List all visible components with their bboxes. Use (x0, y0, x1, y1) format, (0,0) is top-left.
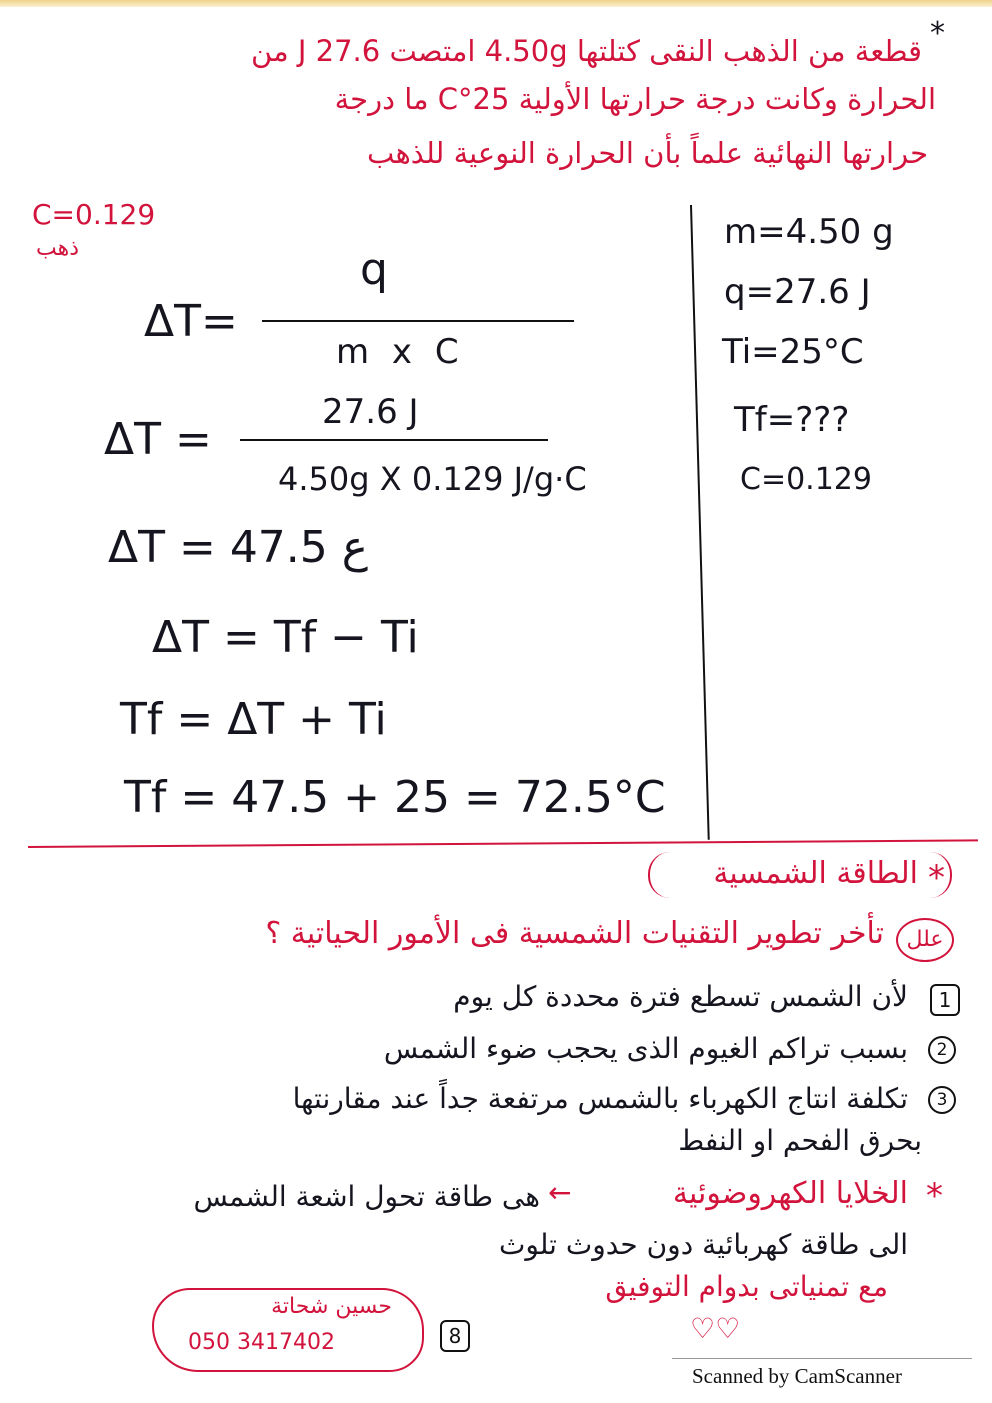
given-specific-heat: C=0.129 (740, 462, 872, 497)
question-line-1: قطعة من الذهب النقى كتلتها 4.50g امتصت 27.6 J من (251, 34, 922, 68)
cells-term: الخلايا الكهروضوئية (672, 1176, 908, 1211)
eq2-lhs: ΔT = (104, 414, 212, 465)
hearts-doodle: ♡♡ (690, 1312, 741, 1345)
closing-wishes: مع تمنياتى بدوام التوفيق (605, 1270, 888, 1303)
question-given-c-word: ذهب (36, 236, 80, 261)
eq3-delta-t-value: ΔT = 47.5 ع (108, 522, 369, 573)
item-3-number: 3 (928, 1086, 956, 1114)
why-question: تأخر تطوير التقنيات الشمسية فى الأمور الحياتية ؟ (265, 916, 884, 951)
given-final-temp: Tf=??? (734, 400, 850, 440)
section-divider (28, 839, 978, 848)
signature-phone: 050 3417402 (188, 1330, 335, 1355)
eq5-tf-rearranged: Tf = ΔT + Ti (120, 694, 387, 745)
cells-definition-2: الى طاقة كهربائية دون حدوث تلوث (499, 1228, 908, 1261)
eq6-tf-result: Tf = 47.5 + 25 = 72.5°C (124, 772, 666, 823)
item-3-text: تكلفة انتاج الكهرباء بالشمس مرتفعة جداً عند مقارنتها (292, 1082, 908, 1115)
eq1-fraction-bar (262, 320, 574, 322)
eq2-numerator: 27.6 J (322, 392, 419, 432)
eq1-denominator: m x C (336, 332, 465, 372)
cells-arrow: ← (548, 1176, 572, 1209)
eq1-numerator: q (360, 244, 388, 295)
eq1-lhs: ΔT= (144, 296, 238, 347)
question-line-2: الحرارة وكانت درجة حرارتها الأولية 25°C ما درجة (334, 82, 936, 116)
column-divider (690, 205, 710, 840)
cells-star: * (926, 1176, 943, 1216)
question-star: * (930, 16, 945, 51)
scanner-watermark: Scanned by CamScanner (692, 1364, 902, 1388)
section-title: الطاقة الشمسية (713, 856, 918, 891)
item-3-continuation: بحرق الفحم او النفط (678, 1124, 922, 1157)
item-2-text: بسبب تراكم الغيوم الذى يحجب ضوء الشمس (383, 1032, 908, 1065)
given-heat: q=27.6 J (724, 272, 871, 312)
item-1-number: 1 (930, 984, 960, 1016)
page-number: 8 (440, 1320, 470, 1352)
cells-definition-1: هى طاقة تحول اشعة الشمس (193, 1180, 540, 1213)
eq4-delta-t-definition: ΔT = Tf − Ti (152, 612, 419, 663)
question-given-c: C=0.129 (32, 198, 156, 231)
question-line-3: حرارتها النهائية علماً بأن الحرارة النوعية للذهب (366, 136, 928, 170)
eq2-fraction-bar (240, 439, 548, 441)
signature-name: حسين شحاتة (271, 1294, 392, 1319)
given-initial-temp: Ti=25°C (722, 332, 864, 372)
given-mass: m=4.50 g (724, 212, 894, 252)
item-2-number: 2 (928, 1036, 956, 1064)
scan-top-edge (0, 0, 992, 7)
eq2-denominator: 4.50g X 0.129 J/g·C (278, 460, 587, 498)
section-title-star: * (928, 858, 945, 898)
item-1-text: لأن الشمس تسطع فترة محددة كل يوم (453, 980, 908, 1013)
footer-rule (672, 1358, 972, 1359)
why-label-circle: علل (896, 918, 954, 962)
